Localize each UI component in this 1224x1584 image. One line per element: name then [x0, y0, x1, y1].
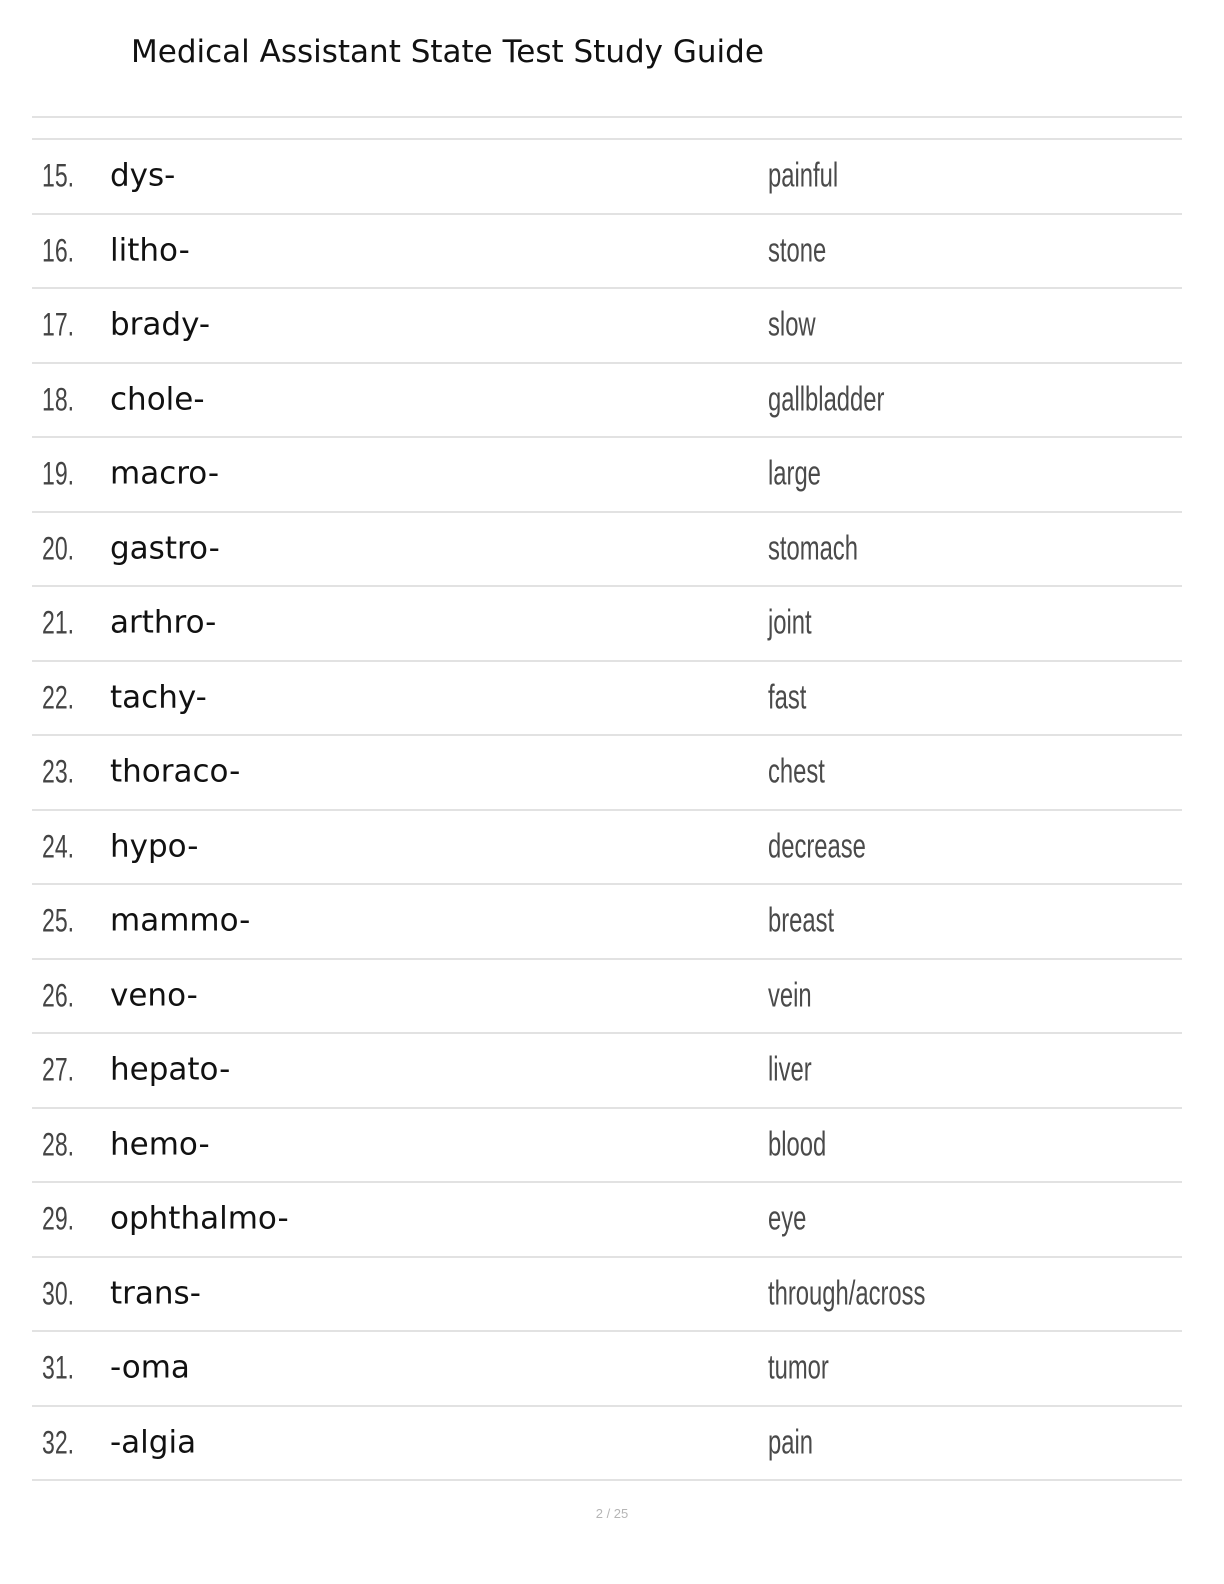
term-definition: through/across — [768, 1274, 926, 1313]
term-number: 27. — [42, 1051, 75, 1088]
term-word: macro- — [110, 455, 220, 492]
term-number: 23. — [42, 753, 75, 790]
page-title: Medical Assistant State Test Study Guide — [131, 34, 764, 70]
term-word: hepato- — [110, 1051, 231, 1088]
term-number: 30. — [42, 1275, 75, 1312]
term-row — [32, 1034, 1182, 1109]
term-number: 24. — [42, 828, 75, 865]
term-number: 26. — [42, 977, 75, 1014]
term-number: 20. — [42, 530, 75, 567]
term-row — [32, 1407, 1182, 1482]
term-word: veno- — [110, 977, 198, 1014]
term-definition: stomach — [768, 529, 858, 568]
term-definition: eye — [768, 1199, 807, 1238]
term-definition: gallbladder — [768, 380, 885, 419]
term-row — [32, 438, 1182, 513]
term-definition: liver — [768, 1050, 812, 1089]
term-word: hypo- — [110, 828, 199, 865]
page-number: 2 / 25 — [595, 1506, 629, 1521]
term-word: gastro- — [110, 530, 220, 567]
term-definition: tumor — [768, 1348, 829, 1387]
term-word: litho- — [110, 232, 190, 269]
term-definition: large — [768, 454, 821, 493]
term-definition: chest — [768, 752, 825, 791]
term-definition: pain — [768, 1423, 813, 1462]
term-definition: stone — [768, 231, 827, 270]
term-row — [32, 215, 1182, 290]
term-word: arthro- — [110, 604, 217, 641]
term-row — [32, 1332, 1182, 1407]
term-row — [32, 736, 1182, 811]
term-number: 22. — [42, 679, 75, 716]
term-number: 15. — [42, 157, 75, 194]
term-row — [32, 1109, 1182, 1184]
term-definition: blood — [768, 1125, 827, 1164]
term-list — [32, 138, 1182, 1481]
term-number: 25. — [42, 902, 75, 939]
term-row — [32, 1183, 1182, 1258]
term-definition: decrease — [768, 827, 866, 866]
term-definition: vein — [768, 976, 812, 1015]
header-divider — [32, 116, 1182, 118]
term-word: thoraco- — [110, 753, 241, 790]
term-number: 21. — [42, 604, 75, 641]
term-definition: joint — [768, 603, 812, 642]
term-row — [32, 289, 1182, 364]
term-row — [32, 811, 1182, 886]
term-number: 32. — [42, 1424, 75, 1461]
term-row — [32, 364, 1182, 439]
term-number: 17. — [42, 306, 75, 343]
term-number: 19. — [42, 455, 75, 492]
term-row — [32, 885, 1182, 960]
term-word: dys- — [110, 157, 176, 194]
term-definition: painful — [768, 156, 839, 195]
term-word: mammo- — [110, 902, 251, 939]
term-number: 18. — [42, 381, 75, 418]
term-number: 28. — [42, 1126, 75, 1163]
term-row — [32, 587, 1182, 662]
term-row — [32, 960, 1182, 1035]
term-number: 29. — [42, 1200, 75, 1237]
term-row — [32, 513, 1182, 588]
term-word: tachy- — [110, 679, 207, 716]
term-word: ophthalmo- — [110, 1200, 289, 1237]
term-word: trans- — [110, 1275, 201, 1312]
term-word: chole- — [110, 381, 205, 418]
term-definition: fast — [768, 678, 807, 717]
term-number: 16. — [42, 232, 75, 269]
term-row — [32, 662, 1182, 737]
term-row — [32, 1258, 1182, 1333]
term-word: -oma — [110, 1349, 190, 1386]
term-word: hemo- — [110, 1126, 210, 1163]
term-definition: slow — [768, 305, 816, 344]
term-definition: breast — [768, 901, 835, 940]
term-word: brady- — [110, 306, 211, 343]
term-word: -algia — [110, 1424, 197, 1461]
term-number: 31. — [42, 1349, 75, 1386]
term-row — [32, 140, 1182, 215]
